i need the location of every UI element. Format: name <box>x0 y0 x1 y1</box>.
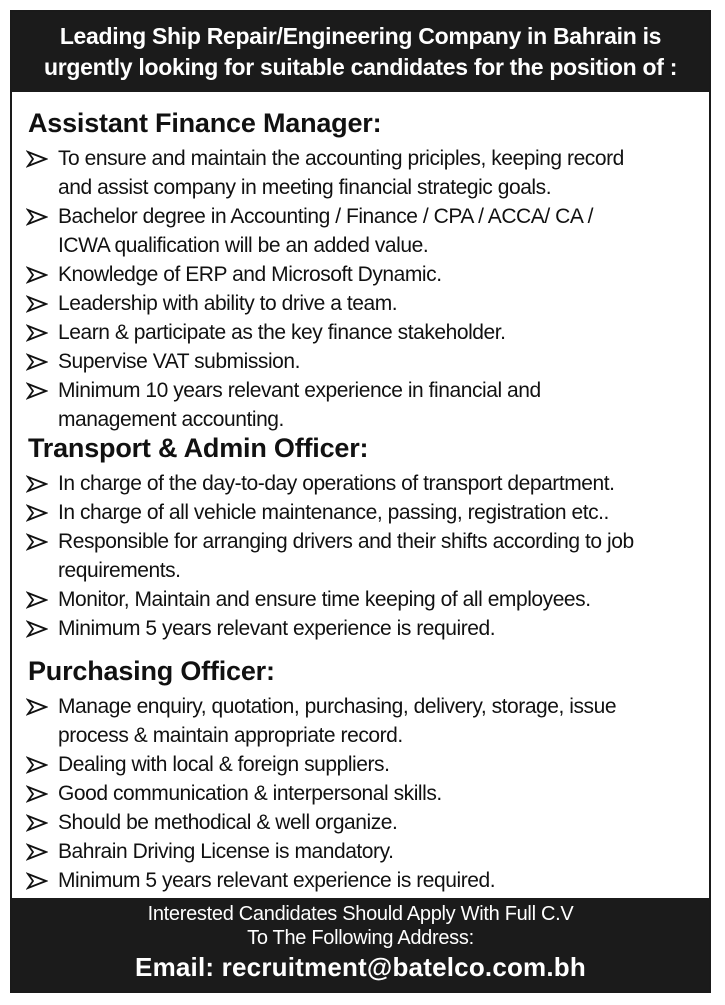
arrowhead-bullet-icon <box>26 697 48 717</box>
arrowhead-bullet-icon <box>26 619 48 639</box>
list-item-line: Dealing with local & foreign suppliers. <box>58 753 390 776</box>
footer-banner <box>12 898 709 993</box>
list-item-line: Monitor, Maintain and ensure time keeping of all employees. <box>58 588 591 611</box>
section-title: Assistant Finance Manager: <box>28 108 382 138</box>
arrowhead-bullet-icon <box>26 755 48 775</box>
list-item-line: In charge of all vehicle maintenance, passing, registration etc.. <box>58 501 609 524</box>
arrowhead-bullet-icon <box>26 784 48 804</box>
list-item <box>12 779 709 808</box>
list-item <box>12 318 709 347</box>
list-item-line: Bachelor degree in Accounting / Finance / CPA / ACCA/ CA / <box>58 205 593 228</box>
job-advertisement <box>10 10 711 993</box>
footer-line-1: Interested Candidates Should Apply With Full C.V <box>147 903 574 925</box>
list-item-text <box>58 318 698 347</box>
list-item <box>12 866 709 895</box>
list-item-line: In charge of the day-to-day operations of transport department. <box>58 472 615 495</box>
section-title: Transport & Admin Officer: <box>28 433 369 463</box>
list-item <box>12 750 709 779</box>
arrowhead-bullet-icon <box>26 590 48 610</box>
contact-email[interactable]: Email: recruitment@batelco.com.bh <box>135 952 586 982</box>
list-item <box>12 808 709 837</box>
arrowhead-bullet-icon <box>26 352 48 372</box>
arrowhead-bullet-icon <box>26 294 48 314</box>
list-item <box>12 260 709 289</box>
section-title: Purchasing Officer: <box>28 656 275 686</box>
header-line-2: urgently looking for suitable candidates for the position of : <box>43 54 678 80</box>
list-item-line: requirements. <box>58 559 181 582</box>
arrowhead-bullet-icon <box>26 503 48 523</box>
arrowhead-bullet-icon <box>26 265 48 285</box>
list-item-text <box>58 347 698 376</box>
list-item-line: ICWA qualification will be an added value. <box>58 234 429 257</box>
arrowhead-bullet-icon <box>26 813 48 833</box>
list-item-line: Minimum 5 years relevant experience is required. <box>58 869 496 892</box>
list-item-line: Minimum 10 years relevant experience in financial and <box>58 379 541 402</box>
list-item-text <box>58 585 698 614</box>
list-item <box>12 469 709 498</box>
list-item-text <box>58 376 698 434</box>
list-item <box>12 202 709 260</box>
footer-line-2: To The Following Address: <box>247 927 474 949</box>
list-item <box>12 376 709 434</box>
list-item-text <box>58 779 698 808</box>
list-item-text <box>58 750 698 779</box>
list-item-text <box>58 289 698 318</box>
list-item-line: process & maintain appropriate record. <box>58 724 403 747</box>
arrowhead-bullet-icon <box>26 207 48 227</box>
list-item-text <box>58 498 698 527</box>
list-item-text <box>58 469 698 498</box>
list-item <box>12 289 709 318</box>
list-item <box>12 692 709 750</box>
list-item-line: Leadership with ability to drive a team. <box>58 292 398 315</box>
positions-body <box>12 92 709 898</box>
list-item-text <box>58 837 698 866</box>
list-item-line: Good communication & interpersonal skills. <box>58 782 442 805</box>
arrowhead-bullet-icon <box>26 381 48 401</box>
arrowhead-bullet-icon <box>26 871 48 891</box>
list-item <box>12 837 709 866</box>
list-item <box>12 614 709 643</box>
list-item-line: Should be methodical & well organize. <box>58 811 398 834</box>
header-line-1: Leading Ship Repair/Engineering Company in Bahrain is <box>59 23 662 49</box>
list-item-line: Minimum 5 years relevant experience is required. <box>58 617 496 640</box>
list-item-line: Manage enquiry, quotation, purchasing, delivery, storage, issue <box>58 695 617 718</box>
list-item-line: and assist company in meeting financial strategic goals. <box>58 176 552 199</box>
list-item-line: management accounting. <box>58 408 284 431</box>
list-item-text <box>58 808 698 837</box>
list-item <box>12 144 709 202</box>
arrowhead-bullet-icon <box>26 842 48 862</box>
list-item <box>12 498 709 527</box>
list-item-text <box>58 202 698 260</box>
arrowhead-bullet-icon <box>26 532 48 552</box>
list-item-line: To ensure and maintain the accounting priciples, keeping record <box>58 147 624 170</box>
list-item-text <box>58 260 698 289</box>
list-item-line: Bahrain Driving License is mandatory. <box>58 840 394 863</box>
list-item-text <box>58 614 698 643</box>
list-item-line: Supervise VAT submission. <box>58 350 301 373</box>
arrowhead-bullet-icon <box>26 323 48 343</box>
list-item <box>12 585 709 614</box>
list-item-text <box>58 144 698 202</box>
list-item-text <box>58 866 698 895</box>
list-item-line: Learn & participate as the key finance stakeholder. <box>58 321 506 344</box>
list-item <box>12 347 709 376</box>
list-item-line: Responsible for arranging drivers and their shifts according to job <box>58 530 634 553</box>
list-item <box>12 527 709 585</box>
list-item-text <box>58 692 698 750</box>
header-banner <box>12 12 709 92</box>
list-item-line: Knowledge of ERP and Microsoft Dynamic. <box>58 263 442 286</box>
list-item-text <box>58 527 698 585</box>
arrowhead-bullet-icon <box>26 474 48 494</box>
arrowhead-bullet-icon <box>26 149 48 169</box>
